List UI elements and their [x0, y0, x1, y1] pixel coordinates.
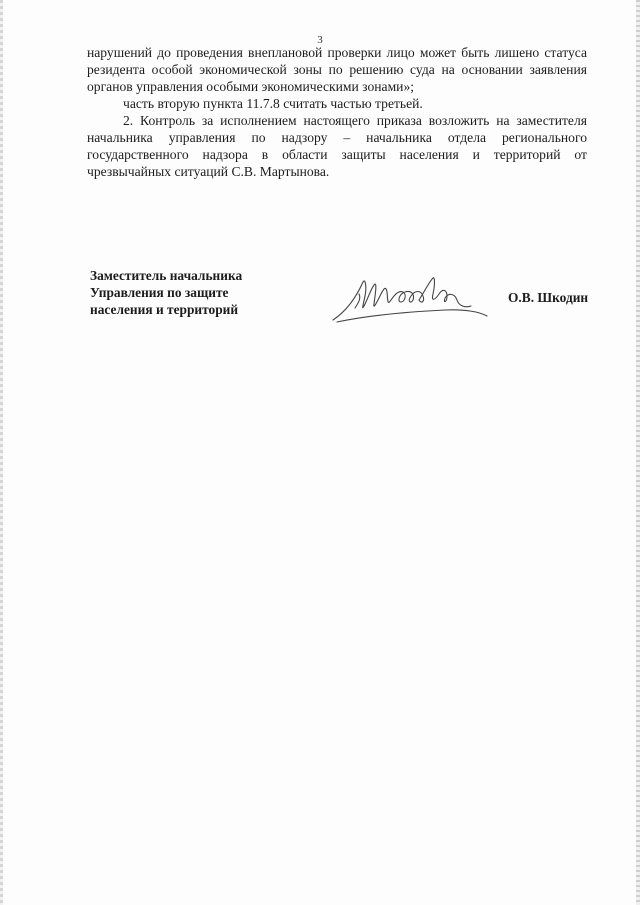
scan-edge-left: [0, 0, 3, 905]
signatory-title-line: Управления по защите: [90, 285, 229, 300]
scan-edge-right: [636, 0, 640, 905]
paragraph-continuation: нарушений до проведения внеплановой проверки лицо может быть лишено статуса резидента особой экономической зоны по решению суда на основании заявления органов управления особыми экономическими зонами»;: [87, 45, 587, 94]
signatory-title-line: населения и территорий: [90, 302, 239, 317]
body-text: [87, 44, 587, 180]
page-number: 3: [317, 34, 323, 46]
handwritten-signature-icon: [325, 272, 495, 327]
signer-name: О.В. Шкодин: [508, 290, 589, 305]
paragraph-amendment: часть вторую пункта 11.7.8 считать частью третьей.: [123, 96, 423, 111]
signatory-title-line: Заместитель начальника: [90, 268, 243, 283]
paragraph-control: 2. Контроль за исполнением настоящего приказа возложить на заместителя начальника управления по надзору – начальника отдела регионального государственного надзора в области защиты населения и территорий от чрезвычайных ситуаций С.В. Мартынова.: [87, 113, 587, 179]
signatory-title: [90, 267, 290, 318]
